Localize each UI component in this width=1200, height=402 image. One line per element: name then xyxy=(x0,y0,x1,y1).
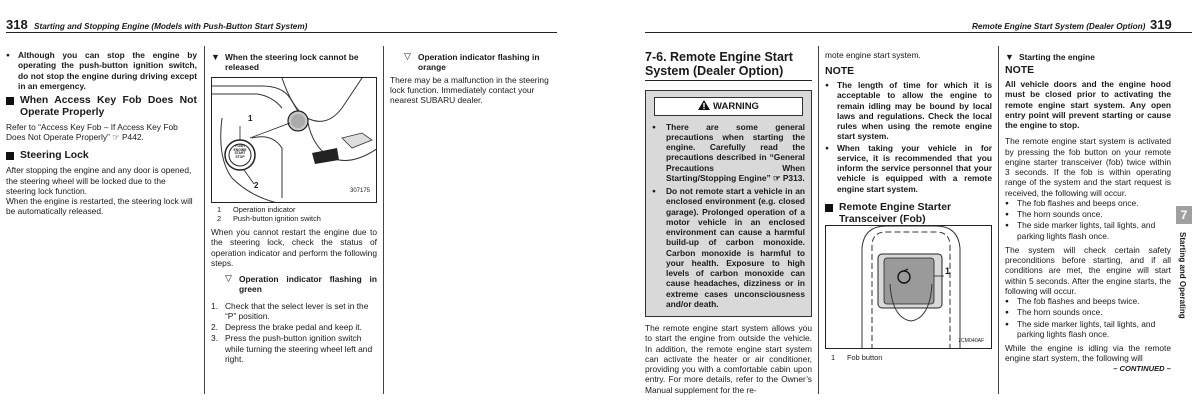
section-heading-steering-lock: Steering Lock xyxy=(6,150,197,162)
note-doors-closed: All vehicle doors and the engine hood must be closed prior to activating the remote engine start system. Any open entry point will prevent starting or cause the engine to stop. xyxy=(1005,79,1171,131)
green-indicator-heading-text: Operation indicator flashing in green xyxy=(239,274,377,295)
fob-illustration xyxy=(826,226,992,349)
note-bullet-idling: ● The length of time for which it is acceptable to allow the engine to remain idling may be bound by local laws and regulations. Check the local rules when using the remote engine start system. xyxy=(825,80,992,142)
callout-1: 1 xyxy=(248,114,253,123)
chapter-section-title: 7-6. Remote Engine Start System (Dealer Option) xyxy=(645,50,812,81)
header-rule-right xyxy=(645,32,1192,33)
ignition-switch-illustration xyxy=(212,78,377,203)
figure-code: 307175 xyxy=(350,188,371,194)
idling-paragraph: While the engine is idling via the remote engine start system, the following will xyxy=(1005,343,1171,364)
remote-start-intro: The remote engine start system allows you to start the engine from outside the vehicle. In addition, the remote engine start system can activate the heater or air conditioner, providing you with a comfortable cabin upon entry. For more details, refer to the Owner’s Manual supplement for the re- xyxy=(645,323,812,395)
caption-text: Push-button ignition switch xyxy=(233,214,321,224)
step-number: 2. xyxy=(211,322,218,333)
step-number: 1. xyxy=(211,300,218,311)
warning-label-text: WARNING xyxy=(713,101,759,112)
activation-paragraph: The remote engine start system is activated by pressing the fob button on your remote engine starter transceiver (fob) twice within 3 seconds. If the fob is within operating range of the system and the start request is received, the following will occur. xyxy=(1005,136,1171,198)
right-column-1 xyxy=(645,50,812,395)
list-item: ● The side marker lights, tail lights, and parking lights flash once. xyxy=(1005,220,1171,241)
caption-operation-indicator xyxy=(211,205,377,214)
section-heading-fob: Remote Engine Starter Transceiver (Fob) xyxy=(825,202,992,226)
column-divider xyxy=(998,46,999,394)
steering-lock-steps-intro: When you cannot restart the engine due to the steering lock, check the status of operation indicator and perform the following steps. xyxy=(211,227,377,268)
page-number-left: 318 xyxy=(6,17,28,32)
column-divider xyxy=(204,46,205,394)
fob-figure-code: 7CM040AF xyxy=(958,338,985,344)
continued-marker: – CONTINUED – xyxy=(1113,363,1171,373)
chapter-side-label: Starting and Operating xyxy=(1177,232,1187,319)
caption-num: 1 xyxy=(831,353,836,362)
remote-start-intro-cont: mote engine start system. xyxy=(825,50,921,60)
subheading-starting-engine-text: Starting the engine xyxy=(1019,52,1095,62)
note-title: NOTE xyxy=(825,65,855,78)
page-number-right: 319 xyxy=(1150,17,1172,32)
triangle-open-icon: ▽ xyxy=(404,51,411,61)
column-divider xyxy=(818,46,819,394)
step-number: 3. xyxy=(211,333,218,344)
warning-triangle-icon xyxy=(698,100,710,110)
fob-callout-1: 1 xyxy=(945,266,951,276)
list-item: ● The fob flashes and beeps once. xyxy=(1005,198,1171,208)
steering-lock-para-1: After stopping the engine and any door is opened, the steering wheel will be locked due to the steering lock function. xyxy=(6,165,192,196)
right-column-3 xyxy=(1005,50,1171,373)
list-item: ● The fob flashes and beeps twice. xyxy=(1005,296,1171,306)
triangle-down-icon: ▼ xyxy=(211,52,220,62)
push-button-label: PUSH ENGINE START STOP xyxy=(233,144,247,160)
note-bullet-service: ● When taking your vehicle in for service, it is recommended that you inform the service personnel that your vehicle is equipped with a remote engine start system. xyxy=(825,143,992,194)
caption-text: Operation indicator xyxy=(233,205,296,214)
step-2 xyxy=(211,322,377,332)
list-item: ● The horn sounds once. xyxy=(1005,209,1171,219)
callout-2: 2 xyxy=(254,181,259,190)
running-header-left: Starting and Stopping Engine (Models with Push-Button Start System) xyxy=(34,22,308,31)
column-divider xyxy=(383,46,384,394)
caption-text: Fob button xyxy=(847,353,883,362)
header-rule-left xyxy=(6,32,557,33)
triangle-open-icon: ▽ xyxy=(225,273,232,284)
chapter-tab: 7 xyxy=(1176,206,1192,224)
list-item: ● The side marker lights, tail lights, and parking lights flash once. xyxy=(1005,319,1171,340)
running-header-right: Remote Engine Start System (Dealer Option) xyxy=(972,22,1146,31)
emergency-stop-bullet: ● Although you can stop the engine by operating the push-button ignition switch, do not stop the engine during driving except in an emergency. xyxy=(6,50,197,91)
orange-indicator-heading xyxy=(390,52,556,73)
caption-num: 1 xyxy=(217,205,222,214)
warning-content xyxy=(646,122,811,310)
left-column-2-lower xyxy=(211,205,377,365)
ignition-switch-figure xyxy=(211,77,377,203)
right-column-2 xyxy=(825,50,992,229)
warning-box xyxy=(645,90,812,317)
fob-figure xyxy=(825,225,992,349)
list-item: ● The horn sounds once. xyxy=(1005,307,1171,317)
step-text: Depress the brake pedal and keep it. xyxy=(225,322,362,333)
note-title: NOTE xyxy=(1005,64,1035,77)
warning-bullet-carbon-monoxide: ● Do not remote start a vehicle in an enclosed environment (e.g. closed garage). Prolonged operation of a motor vehicle in an enclosed environment can cause a harmful build-up of carbon monoxide. Carbon monoxide is harmful to your health. Exposure to high levels of carbon monoxide can cause headaches, dizziness or in extreme cases unconsciousness and/or death. xyxy=(652,186,805,309)
key-fob-reference-text: Refer to “Access Key Fob – If Access Key Fob Does Not Operate Properly” ☞ P442. xyxy=(6,121,178,143)
step-3 xyxy=(211,333,377,364)
section-heading-key-fob: When Access Key Fob Does Not Operate Properly xyxy=(6,95,197,119)
caption-fob-button xyxy=(825,353,985,362)
caption-num: 2 xyxy=(217,214,222,224)
green-indicator-heading xyxy=(211,274,377,295)
subheading-starting-engine xyxy=(1005,52,1171,62)
triangle-down-icon: ▼ xyxy=(1005,52,1014,62)
warning-label xyxy=(654,97,803,116)
preconditions-paragraph: The system will check certain safety preconditions before starting, and if all conditions are met, the engine will start within 5 seconds. After the engine starts, the following will occur. xyxy=(1005,244,1171,296)
caption-ignition-switch xyxy=(211,214,377,223)
left-column-3 xyxy=(390,50,556,105)
step-text: Check that the select lever is set in the “P” position. xyxy=(225,300,369,321)
orange-indicator-heading-text: Operation indicator flashing in orange xyxy=(418,52,540,73)
left-column-1 xyxy=(6,50,197,217)
left-column-2 xyxy=(211,50,377,75)
subheading-steering-lock-text: When the steering lock cannot be released xyxy=(225,52,359,73)
warning-bullet-precautions: ● There are some general precautions when starting the engine. Carefully read the precautions described in “General Precautions When Starting/Stopping Engine” ☞ P313. xyxy=(652,122,805,184)
orange-indicator-text: There may be a malfunction in the steering lock function. Immediately contact your nearest SUBARU dealer. xyxy=(390,74,549,105)
step-text: Press the push-button ignition switch while turning the steering wheel left and right. xyxy=(225,333,373,364)
steering-lock-para-2: When the engine is restarted, the steering lock will be automatically released. xyxy=(6,196,193,217)
subheading-steering-lock xyxy=(211,52,377,73)
step-1 xyxy=(211,301,377,322)
